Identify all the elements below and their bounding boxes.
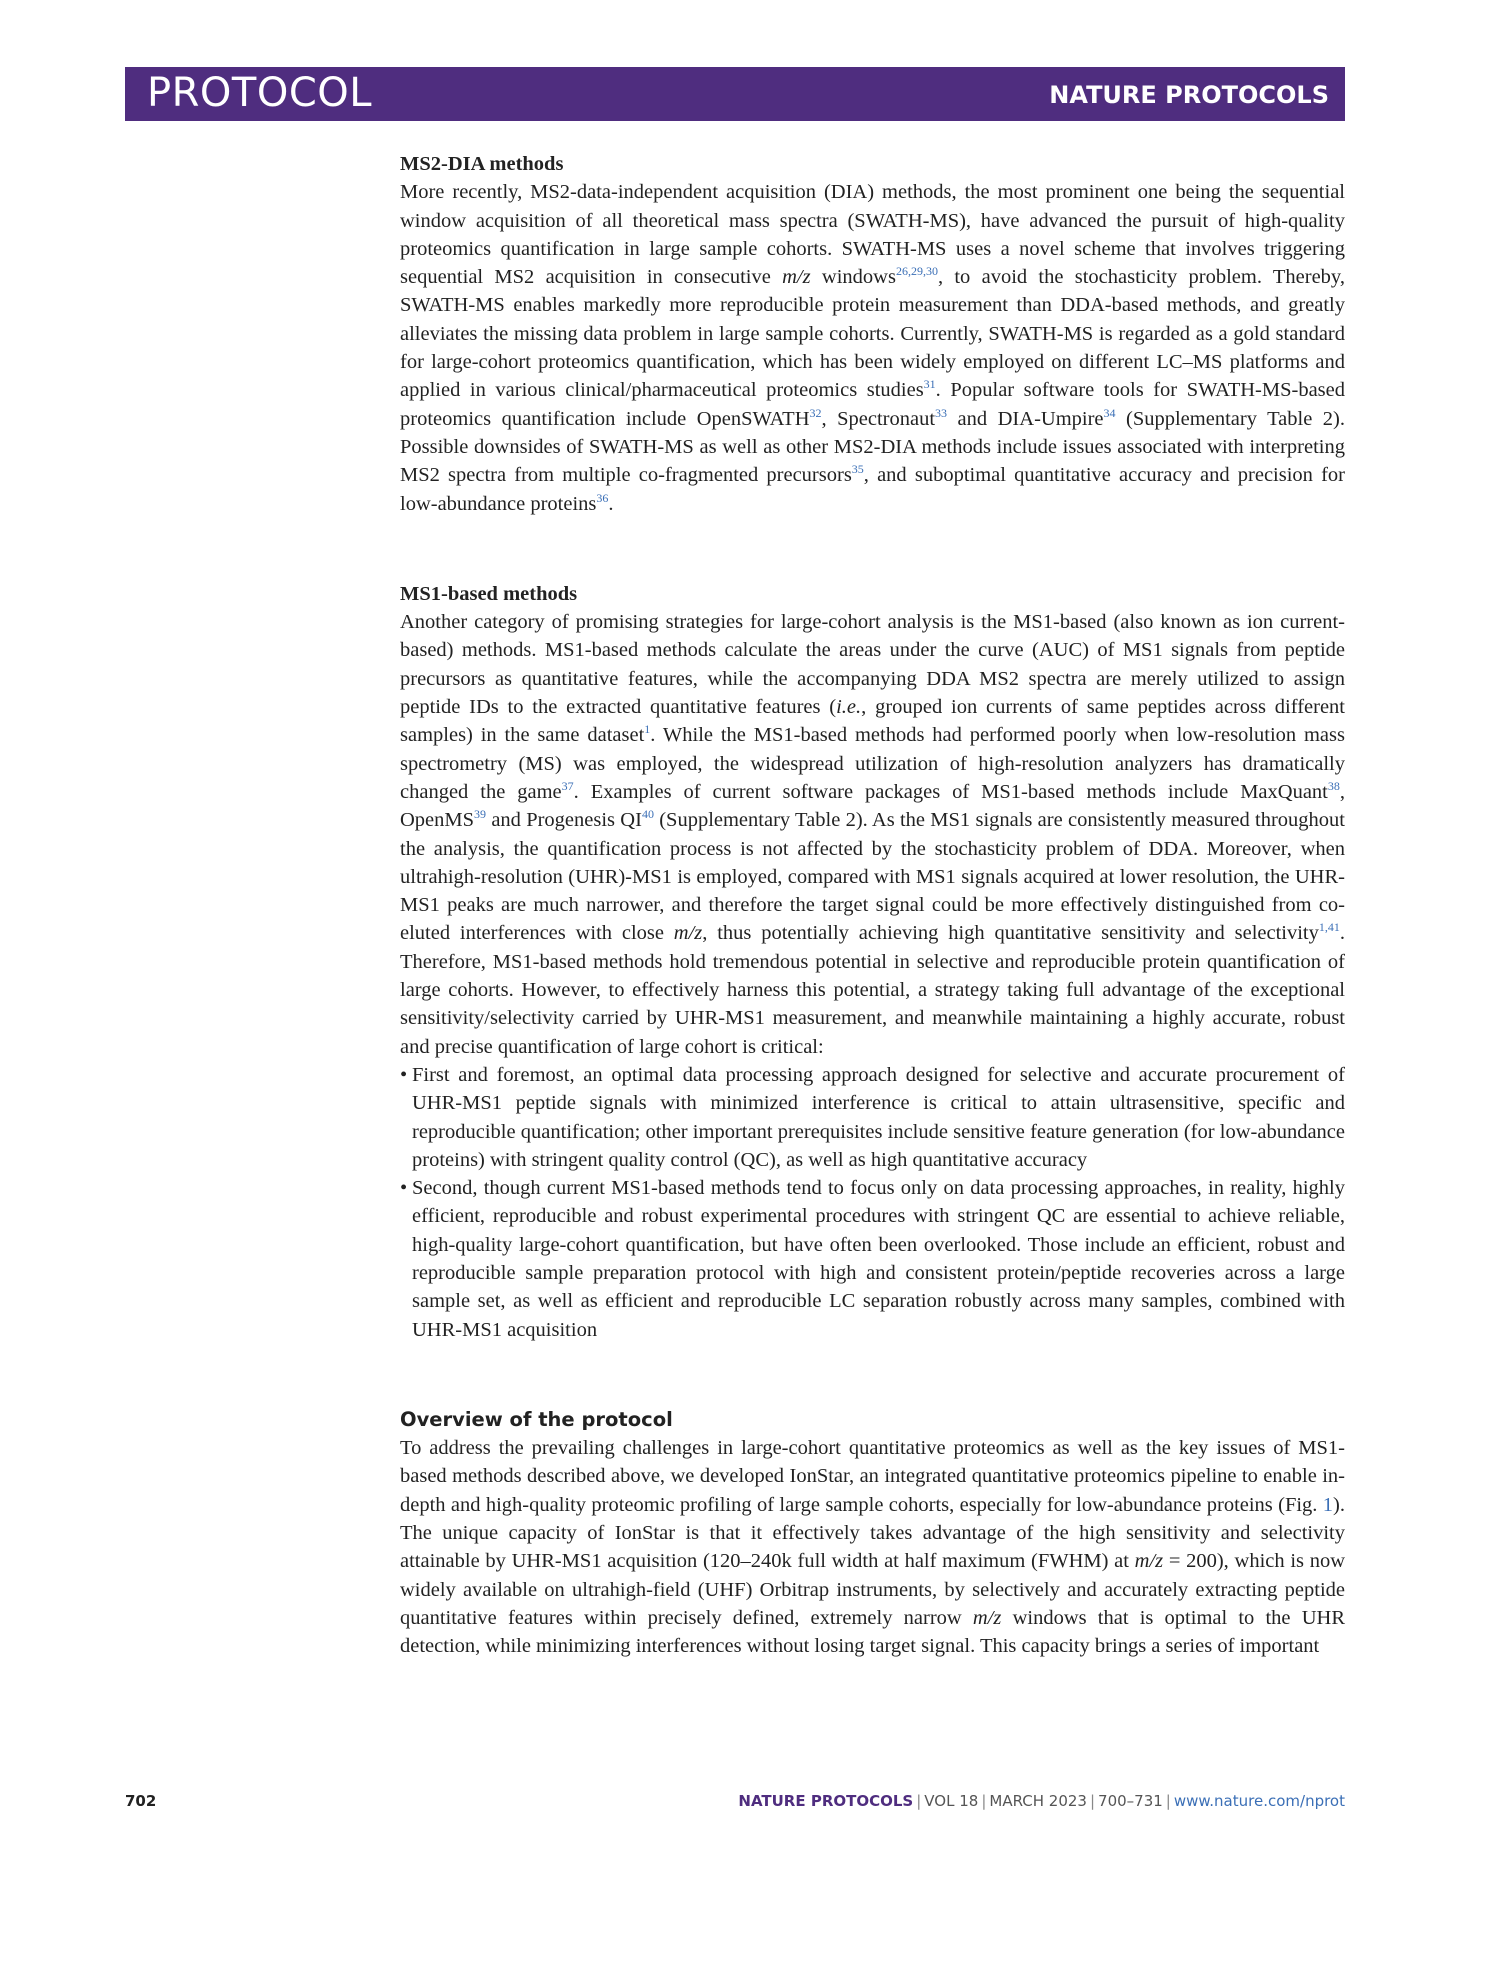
bullet-icon: •: [400, 1177, 408, 1200]
citation-link[interactable]: 40: [641, 807, 654, 822]
citation-link[interactable]: 37: [561, 778, 574, 793]
section-ms2-dia: [400, 150, 1345, 518]
list-item: • First and foremost, an optimal data processing approach designed for selective and accurate procurement of UHR-MS1 peptide signals with minimized interference is critical to attain ultrasensitive, specific and reproducible quantification; other important prerequisites include sensitive feature generation (for low-abundance proteins) with stringent quality control (QC), as well as high quantitative accuracy: [400, 1061, 1345, 1174]
citation-link[interactable]: 32: [809, 405, 822, 420]
bullet-icon: •: [400, 1063, 408, 1086]
page-number: 702: [125, 1792, 157, 1810]
section-ms1-based: [400, 580, 1345, 1344]
header-section-label: PROTOCOL: [147, 70, 373, 116]
running-header: [125, 67, 1345, 121]
header-journal-name: NATURE PROTOCOLS: [1049, 81, 1329, 109]
figure-link[interactable]: 1: [1322, 1493, 1334, 1516]
journal-url-link[interactable]: www.nature.com/nprot: [1173, 1792, 1345, 1810]
citation-link[interactable]: 36: [596, 490, 609, 505]
citation-link[interactable]: 31: [923, 377, 936, 392]
list-item: • Second, though current MS1-based methods tend to focus only on data processing approaches, in reality, highly efficient, reproducible and robust experimental procedures with stringent QC are essential to achieve reliable, high-quality large-cohort quantification, but have often been overlooked. Those include an efficient, robust and reproducible sample preparation protocol with high and consistent protein/peptide recoveries across a large sample set, as well as efficient and reproducible LC separation robustly across many samples, combined with UHR-MS1 acquisition: [400, 1174, 1345, 1344]
section-heading: MS1-based methods: [400, 582, 578, 605]
bullet-list: [400, 1061, 1345, 1344]
citation-link[interactable]: 1: [644, 722, 651, 737]
section-heading: Overview of the protocol: [400, 1407, 673, 1431]
section-heading: MS2-DIA methods: [400, 153, 564, 175]
paragraph: Another category of promising strategies for large-cohort analysis is the MS1-based (also known as ion current-based) methods. MS1-based methods calculate the areas under the curve (AUC) of MS1 signals from peptide precursors as quantitative features, while the accompanying DDA MS2 spectra are merely utilized to assign peptide IDs to the extracted quantitative features (i.e., grouped ion currents of same peptides across different samples) in the same dataset$^1$. While the MS1-based methods had performed poorly when low-resolution mass spectrometry (MS) was employed, the widespread utilization of high-resolution analyzers has dramatically changed the game$^{37}$. Examples of current software packages of MS1-based methods include MaxQuant$^{38}$, OpenMS$^{39}$ and Progenesis QI$^{40}$ (Supplementary Table 2). As the MS1 signals are consistently measured throughout the analysis, the quantification process is not affected by the stochasticity problem of DDA. Moreover, when ultrahigh-resolution (UHR)-MS1 is employed, compared with MS1 signals acquired at lower resolution, the UHR-MS1 peaks are much narrower, and therefore the target signal could be more effectively distinguished from co-eluted interferences with close m/z, thus potentially achieving high quantitative sensitivity and selectivity$^{1,41}$. Therefore, MS1-based methods hold tremendous potential in selective and reproducible protein quantification of large cohorts. However, to effectively harness this potential, a strategy taking full advantage of the exceptional sensitivity/selectivity carried by UHR-MS1 measurement, and meanwhile maintaining a highly accurate, robust and precise quantification of large cohort is critical:: [400, 611, 1346, 1058]
citation-line: NATURE PROTOCOLS | VOL 18 | MARCH 2023 | 700–731 | www.nature.com/nprot: [738, 1792, 1345, 1810]
paragraph: To address the prevailing challenges in large-cohort quantitative proteomics as well as the key issues of MS1-based methods described above, we developed IonStar, an integrated quantitative proteomics pipeline to enable in-depth and high-quality proteomic profiling of large sample cohorts, especially for low-abundance proteins (Fig. 1). The unique capacity of IonStar is that it effectively takes advantage of the high sensitivity and selectivity attainable by UHR-MS1 acquisition (120–240k full width at half maximum (FWHM) at m/z = 200), which is now widely available on ultrahigh-field (UHF) Orbitrap instruments, by selectively and accurately extracting peptide quantitative features within precisely defined, extremely narrow m/z windows that is optimal to the UHR detection, while minimizing interferences without losing target signal. This capacity brings a series of important: [400, 1437, 1346, 1658]
citation-link[interactable]: 38: [1327, 778, 1340, 793]
citation-link[interactable]: 26,29,30: [895, 264, 938, 279]
citation-link[interactable]: 33: [935, 405, 948, 420]
citation-link[interactable]: 34: [1103, 405, 1116, 420]
citation-link[interactable]: 39: [474, 807, 487, 822]
section-overview: [400, 1406, 1345, 1661]
citation-link[interactable]: 35: [851, 462, 864, 477]
article-body: [400, 150, 1345, 1661]
citation-link[interactable]: 1,41: [1318, 920, 1340, 935]
paragraph: More recently, MS2-data-independent acquisition (DIA) methods, the most prominent one being the sequential window acquisition of all theoretical mass spectra (SWATH-MS), have advanced the pursuit of high-quality proteomics quantification in large sample cohorts. SWATH-MS uses a novel scheme that involves triggering sequential MS2 acquisition in consecutive m/z windows$^{26,29,30}$, to avoid the stochasticity problem. Thereby, SWATH-MS enables markedly more reproducible protein measurement than DDA-based methods, and greatly alleviates the missing data problem in large sample cohorts. Currently, SWATH-MS is regarded as a gold standard for large-cohort proteomics quantification, which has been widely employed on different LC–MS platforms and applied in various clinical/pharmaceutical proteomics studies$^{31}$. Popular software tools for SWATH-MS-based proteomics quantification include OpenSWATH$^{32}$, Spectronaut$^{33}$ and DIA-Umpire$^{34}$ (Supplementary Table 2). Possible downsides of SWATH-MS as well as other MS2-DIA methods include issues associated with interpreting MS2 spectra from multiple co-fragmented precursors$^{35}$, and suboptimal quantitative accuracy and precision for low-abundance proteins$^{36}$.: [400, 181, 1345, 515]
page-footer: [125, 1792, 1345, 1822]
